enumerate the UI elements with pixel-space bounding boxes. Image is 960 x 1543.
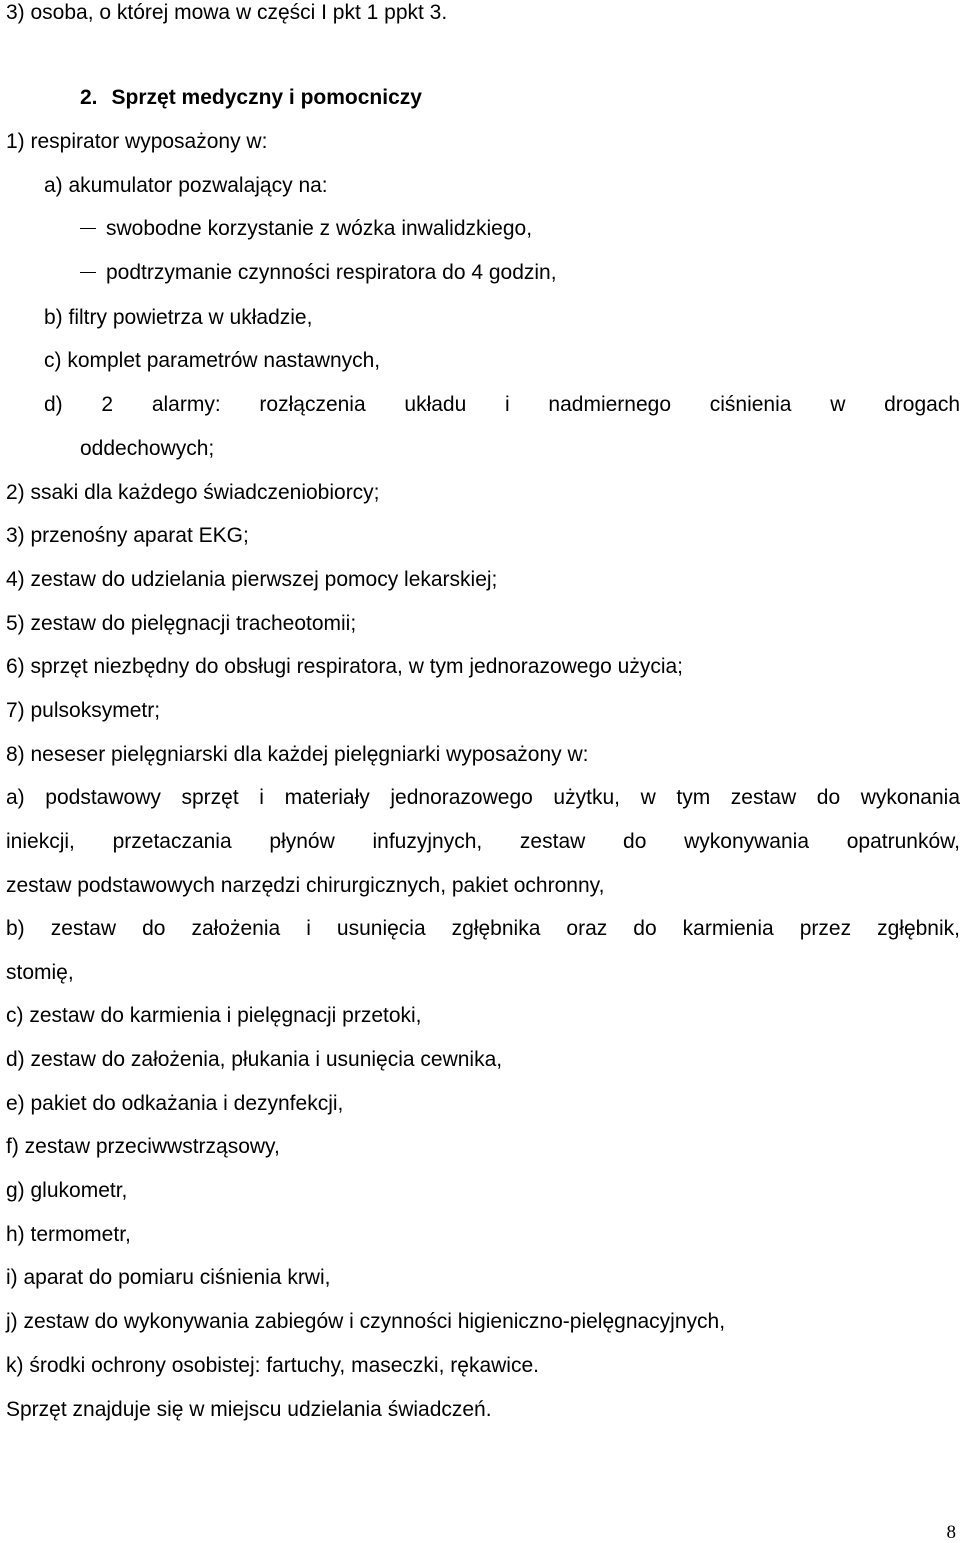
dash-list-item: [80, 260, 960, 286]
section-number: 2.: [80, 86, 98, 109]
list-item-continuation: zestaw podstawowych narzędzi chirurgicznych, pakiet ochronny,: [6, 874, 605, 897]
list-item-continuation: stomię,: [6, 961, 74, 984]
closing-sentence: Sprzęt znajduje się w miejscu udzielania świadczeń.: [6, 1398, 492, 1421]
section-title: Sprzęt medyczny i pomocniczy: [111, 86, 422, 109]
sub-list-item: d) 2 alarmy: rozłączenia układu i nadmiernego ciśnienia w drogach: [44, 393, 960, 416]
list-item: d) zestaw do założenia, płukania i usunięcia cewnika,: [6, 1048, 503, 1071]
list-item: a) podstawowy sprzęt i materiały jednorazowego użytku, w tym zestaw do wykonania: [6, 786, 960, 809]
list-item: e) pakiet do odkażania i dezynfekcji,: [6, 1092, 344, 1115]
list-item-continuation: iniekcji, przetaczania płynów infuzyjnych, zestaw do wykonywania opatrunków,: [6, 830, 960, 853]
list-item: 8) neseser pielęgniarski dla każdej pielęgniarki wyposażony w:: [6, 743, 589, 766]
list-item: 3) przenośny aparat EKG;: [6, 524, 249, 547]
list-item: 1) respirator wyposażony w:: [6, 130, 268, 153]
list-item: j) zestaw do wykonywania zabiegów i czynności higieniczno-pielęgnacyjnych,: [6, 1310, 726, 1333]
sub-list-item: c) komplet parametrów nastawnych,: [44, 349, 381, 372]
list-item: 5) zestaw do pielęgnacji tracheotomii;: [6, 612, 357, 635]
dash-bullet-icon: [80, 272, 96, 274]
dash-item-text: swobodne korzystanie z wózka inwalidzkiego,: [106, 217, 533, 240]
dash-list-item: [80, 216, 960, 242]
list-item: 2) ssaki dla każdego świadczeniobiorcy;: [6, 481, 380, 504]
text-line: 3) osoba, o której mowa w części I pkt 1 ppkt 3.: [6, 1, 448, 24]
list-item: 7) pulsoksymetr;: [6, 699, 161, 722]
sub-list-item-continuation: oddechowych;: [80, 437, 215, 460]
list-item: b) zestaw do założenia i usunięcia zgłębnika oraz do karmienia przez zgłębnik,: [6, 917, 960, 940]
sub-list-item: b) filtry powietrza w układzie,: [44, 306, 313, 329]
list-item: 6) sprzęt niezbędny do obsługi respiratora, w tym jednorazowego użycia;: [6, 655, 684, 678]
dash-bullet-icon: [80, 228, 96, 230]
sub-list-item: a) akumulator pozwalający na:: [44, 174, 328, 197]
section-heading: [80, 85, 960, 111]
list-item: h) termometr,: [6, 1223, 131, 1246]
list-item: 4) zestaw do udzielania pierwszej pomocy lekarskiej;: [6, 568, 498, 591]
list-item: f) zestaw przeciwwstrząsowy,: [6, 1135, 280, 1158]
dash-item-text: podtrzymanie czynności respiratora do 4 godzin,: [106, 261, 557, 284]
list-item: c) zestaw do karmienia i pielęgnacji przetoki,: [6, 1004, 422, 1027]
list-item: i) aparat do pomiaru ciśnienia krwi,: [6, 1266, 331, 1289]
page-number: 8: [946, 1522, 956, 1543]
list-item: k) środki ochrony osobistej: fartuchy, maseczki, rękawice.: [6, 1354, 539, 1377]
list-item: g) glukometr,: [6, 1179, 128, 1202]
